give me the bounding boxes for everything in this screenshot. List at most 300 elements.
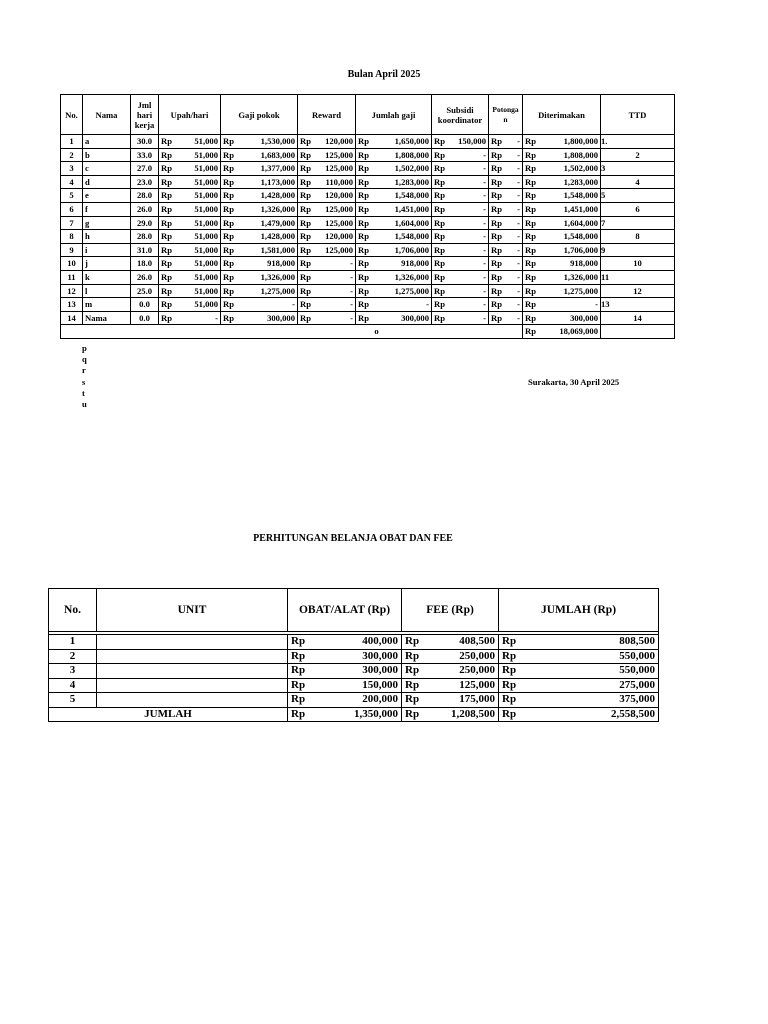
- cell-diterima: [523, 243, 601, 257]
- list-item: u: [82, 399, 87, 410]
- cell-nama: f: [83, 202, 131, 216]
- cell-jumlah-value: 1,326,000: [394, 271, 429, 282]
- cell-upah: [159, 257, 221, 271]
- currency-label: Rp: [223, 149, 234, 160]
- cell-potongan-wrap: [491, 189, 520, 202]
- cell-ttd[interactable]: 11: [601, 270, 675, 284]
- cell-upah: [159, 243, 221, 257]
- currency-label: Rp: [434, 176, 445, 187]
- currency-label: Rp: [525, 299, 536, 310]
- cell-gaji-value: 1,173,000: [260, 176, 295, 187]
- cell-potongan: [489, 311, 523, 325]
- cell-obat-value: 150,000: [362, 678, 398, 691]
- cell-upah: [159, 284, 221, 298]
- currency-label: Rp: [358, 244, 369, 255]
- currency-label: Rp: [358, 203, 369, 214]
- cell-jumlah-value: 1,650,000: [394, 136, 429, 146]
- cell-gaji: [221, 243, 298, 257]
- cell-nama: g: [83, 216, 131, 230]
- cell-upah-wrap: [161, 312, 218, 325]
- cell-fee-value: 125,000: [459, 678, 495, 691]
- currency-label: Rp: [161, 190, 172, 201]
- cell-nama: k: [83, 270, 131, 284]
- cell-diterima-value: 1,706,000: [563, 244, 598, 255]
- cell-diterima-value: 1,808,000: [563, 149, 598, 160]
- header-diterimakan: Diterimakan: [523, 95, 601, 135]
- cell-upah-value: 51,000: [194, 299, 218, 310]
- cell-reward-value: 125,000: [325, 163, 353, 174]
- cell-gaji-value: 1,530,000: [260, 136, 295, 146]
- cell-diterima: [523, 230, 601, 244]
- cell-diterima-wrap: [525, 271, 598, 284]
- table-row: [61, 298, 675, 312]
- currency-label: Rp: [434, 136, 445, 146]
- cell-gaji-value: 1,377,000: [260, 163, 295, 174]
- currency-label: Rp: [525, 312, 536, 323]
- cell-upah-value: 51,000: [194, 190, 218, 201]
- cell-potongan-wrap: [491, 203, 520, 216]
- currency-label: Rp: [525, 231, 536, 242]
- cell-upah: [159, 135, 221, 149]
- cell-fee-wrap: [405, 635, 495, 649]
- cell-reward: [298, 257, 356, 271]
- total-obat-value: 1,350,000: [354, 707, 398, 720]
- table-row: [49, 664, 659, 679]
- cell-ttd[interactable]: 7: [601, 216, 675, 230]
- cell-reward-value: -: [350, 312, 353, 323]
- cell-jumlah-wrap: [358, 203, 429, 216]
- cell-jumlah-value: 1,451,000: [394, 203, 429, 214]
- table-row: [49, 678, 659, 693]
- cell-potongan-value: -: [517, 271, 520, 282]
- cell-diterima-wrap: [525, 298, 598, 311]
- cell-potongan: [489, 298, 523, 312]
- currency-label: Rp: [502, 664, 517, 676]
- cell-potongan-wrap: [491, 176, 520, 189]
- cell-jumlah-wrap: [358, 217, 429, 230]
- cell-nama: a: [83, 135, 131, 149]
- cell-jumlah-wrap: [502, 635, 655, 649]
- currency-label: Rp: [223, 217, 234, 228]
- cell-ttd[interactable]: 6: [601, 202, 675, 216]
- cell-reward-wrap: [300, 312, 353, 325]
- currency-label: Rp: [434, 190, 445, 201]
- currency-label: Rp: [491, 176, 502, 187]
- cell-gaji: [221, 284, 298, 298]
- cell-no: 5: [49, 693, 97, 708]
- cell-jumlah-wrap: [358, 257, 429, 270]
- cell-upah: [159, 148, 221, 162]
- cell-potongan-wrap: [491, 162, 520, 175]
- cell-jumlah-value: 300,000: [401, 312, 429, 323]
- cell-diterima-value: 300,000: [570, 312, 598, 323]
- cell-diterima: [523, 257, 601, 271]
- currency-label: Rp: [491, 244, 502, 255]
- cell-jumlah: [356, 284, 432, 298]
- currency-label: Rp: [291, 678, 306, 691]
- table-row: [49, 635, 659, 650]
- currency-label: Rp: [491, 312, 502, 323]
- cell-jumlah-value: 1,283,000: [394, 176, 429, 187]
- currency-label: Rp: [358, 163, 369, 174]
- currency-label: Rp: [405, 664, 420, 676]
- cell-nama: Nama: [83, 311, 131, 325]
- cell-diterima: [523, 175, 601, 189]
- cell-subsidi: [432, 298, 489, 312]
- cell-potongan-value: -: [517, 231, 520, 242]
- cell-reward: [298, 270, 356, 284]
- cell-ttd[interactable]: 1.: [601, 135, 675, 149]
- cell-potongan: [489, 162, 523, 176]
- cell-gaji-value: 1,326,000: [260, 271, 295, 282]
- cell-fee-value: 408,500: [459, 635, 495, 647]
- cell-ttd[interactable]: 13: [601, 298, 675, 312]
- cell-no: 14: [61, 311, 83, 325]
- belanja-title: PERHITUNGAN BELANJA OBAT DAN FEE: [253, 533, 453, 544]
- cell-reward-value: 125,000: [325, 203, 353, 214]
- cell-potongan-value: -: [517, 163, 520, 174]
- cell-ttd[interactable]: 8: [601, 230, 675, 244]
- cell-hari: 31.0: [131, 243, 159, 257]
- cell-ttd[interactable]: 4: [601, 175, 675, 189]
- cell-subsidi: [432, 175, 489, 189]
- currency-label: Rp: [161, 285, 172, 296]
- currency-label: Rp: [525, 217, 536, 228]
- cell-obat: [288, 649, 402, 664]
- cell-subsidi-value: -: [483, 285, 486, 296]
- cell-subsidi-value: -: [483, 258, 486, 269]
- cell-jumlah-wrap: [358, 135, 429, 148]
- cell-upah-value: 51,000: [194, 149, 218, 160]
- currency-label: Rp: [491, 271, 502, 282]
- currency-label: Rp: [161, 217, 172, 228]
- cell-potongan-value: -: [517, 258, 520, 269]
- cell-jumlah: [356, 202, 432, 216]
- cell-upah-value: 51,000: [194, 203, 218, 214]
- table-row: [61, 270, 675, 284]
- cell-diterima: [523, 216, 601, 230]
- belanja-header-jumlah: JUMLAH (Rp): [499, 589, 659, 632]
- cell-reward: [298, 311, 356, 325]
- cell-ttd[interactable]: 3: [601, 162, 675, 176]
- cell-potongan-value: -: [517, 285, 520, 296]
- cell-hari: 0.0: [131, 298, 159, 312]
- cell-reward-wrap: [300, 217, 353, 230]
- cell-potongan-wrap: [491, 257, 520, 270]
- cell-obat-value: 400,000: [362, 635, 398, 647]
- cell-jumlah: [499, 649, 659, 664]
- cell-reward-value: 120,000: [325, 190, 353, 201]
- cell-reward-value: -: [350, 258, 353, 269]
- belanja-header-no: No.: [49, 589, 97, 632]
- cell-gaji-wrap: [223, 203, 295, 216]
- cell-diterima-value: 1,451,000: [563, 203, 598, 214]
- cell-jumlah-value: 808,500: [619, 635, 655, 647]
- cell-upah: [159, 175, 221, 189]
- cell-jumlah-wrap: [358, 298, 429, 311]
- cell-nama: d: [83, 175, 131, 189]
- cell-gaji-wrap: [223, 257, 295, 270]
- cell-upah: [159, 216, 221, 230]
- currency-label: Rp: [300, 299, 311, 310]
- currency-label: Rp: [405, 649, 420, 662]
- currency-label: Rp: [300, 190, 311, 201]
- cell-diterima-value: 1,800,000: [563, 136, 598, 146]
- cell-no: 4: [61, 175, 83, 189]
- cell-jumlah-wrap: [358, 230, 429, 243]
- cell-gaji: [221, 230, 298, 244]
- cell-diterima: [523, 135, 601, 149]
- cell-diterima: [523, 298, 601, 312]
- cell-jumlah: [499, 693, 659, 708]
- table-row: [61, 284, 675, 298]
- cell-fee-wrap: [405, 664, 495, 678]
- cell-ttd[interactable]: 5: [601, 189, 675, 203]
- cell-upah-wrap: [161, 189, 218, 202]
- currency-label: Rp: [300, 203, 311, 214]
- cell-diterima-wrap: [525, 162, 598, 175]
- cell-no: 2: [61, 148, 83, 162]
- cell-no: 5: [61, 189, 83, 203]
- list-item: s: [82, 376, 86, 387]
- cell-diterima-wrap: [525, 244, 598, 257]
- cell-jumlah: [499, 678, 659, 693]
- cell-diterima-wrap: [525, 217, 598, 230]
- cell-diterima-value: 1,548,000: [563, 231, 598, 242]
- currency-label: Rp: [525, 285, 536, 296]
- cell-potongan: [489, 189, 523, 203]
- currency-label: Rp: [525, 271, 536, 282]
- currency-label: Rp: [223, 312, 234, 323]
- currency-label: Rp: [161, 176, 172, 187]
- payroll-table: [60, 94, 675, 339]
- cell-reward: [298, 148, 356, 162]
- cell-subsidi-wrap: [434, 149, 486, 162]
- cell-upah-value: 51,000: [194, 163, 218, 174]
- cell-fee: [402, 693, 499, 708]
- cell-reward: [298, 216, 356, 230]
- cell-fee: [402, 664, 499, 679]
- cell-diterima-value: 1,548,000: [563, 190, 598, 201]
- cell-ttd[interactable]: 9: [601, 243, 675, 257]
- table-row: [61, 162, 675, 176]
- page-title: Bulan April 2025: [347, 69, 421, 80]
- header-ttd: TTD: [601, 95, 675, 135]
- cell-no: 4: [49, 678, 97, 693]
- table-row: [61, 230, 675, 244]
- cell-hari: 25.0: [131, 284, 159, 298]
- belanja-table: [48, 588, 659, 722]
- cell-subsidi-wrap: [434, 257, 486, 270]
- cell-subsidi-wrap: [434, 135, 486, 148]
- header-gaji-pokok: Gaji pokok: [221, 95, 298, 135]
- currency-label: Rp: [525, 136, 536, 146]
- cell-reward: [298, 202, 356, 216]
- cell-hari: 18.0: [131, 257, 159, 271]
- cell-upah-wrap: [161, 244, 218, 257]
- cell-gaji-wrap: [223, 312, 295, 325]
- currency-label: Rp: [291, 707, 306, 720]
- currency-label: Rp: [300, 149, 311, 160]
- cell-nama: m: [83, 298, 131, 312]
- currency-label: Rp: [358, 258, 369, 269]
- cell-potongan: [489, 135, 523, 149]
- cell-potongan-value: -: [517, 136, 520, 146]
- cell-jumlah: [356, 270, 432, 284]
- cell-fee: [402, 678, 499, 693]
- cell-obat-value: 300,000: [362, 664, 398, 676]
- cell-potongan-wrap: [491, 298, 520, 311]
- cell-potongan-value: -: [517, 190, 520, 201]
- currency-label: Rp: [434, 163, 445, 174]
- belanja-header-obat: OBAT/ALAT (Rp): [288, 589, 402, 632]
- currency-label: Rp: [491, 203, 502, 214]
- cell-hari: 26.0: [131, 202, 159, 216]
- cell-upah-wrap: [161, 230, 218, 243]
- cell-potongan-value: -: [517, 203, 520, 214]
- currency-label: Rp: [358, 149, 369, 160]
- cell-upah-wrap: [161, 257, 218, 270]
- header-jml-hari: Jml hari kerja: [131, 95, 159, 135]
- cell-hari: 33.0: [131, 148, 159, 162]
- cell-reward-wrap: [300, 257, 353, 270]
- cell-ttd[interactable]: 2: [601, 148, 675, 162]
- cell-reward-wrap: [300, 271, 353, 284]
- table-row: [49, 693, 659, 708]
- cell-subsidi-wrap: [434, 244, 486, 257]
- currency-label: Rp: [300, 244, 311, 255]
- cell-jumlah: [356, 298, 432, 312]
- currency-label: Rp: [161, 163, 172, 174]
- currency-label: Rp: [525, 203, 536, 214]
- cell-potongan-wrap: [491, 230, 520, 243]
- payroll-total-row: [61, 325, 675, 339]
- cell-subsidi: [432, 216, 489, 230]
- cell-gaji: [221, 175, 298, 189]
- cell-jumlah: [356, 135, 432, 149]
- cell-hari: 28.0: [131, 230, 159, 244]
- currency-label: Rp: [502, 707, 517, 720]
- cell-subsidi: [432, 230, 489, 244]
- payroll-total-diterima: [523, 325, 601, 339]
- cell-subsidi-wrap: [434, 298, 486, 311]
- cell-subsidi: [432, 311, 489, 325]
- cell-diterima-value: 1,326,000: [563, 271, 598, 282]
- cell-ttd[interactable]: 12: [601, 284, 675, 298]
- cell-reward-value: -: [350, 271, 353, 282]
- cell-diterima: [523, 162, 601, 176]
- cell-subsidi-value: -: [483, 299, 486, 310]
- currency-label: Rp: [491, 190, 502, 201]
- currency-label: Rp: [525, 258, 536, 269]
- cell-jumlah-value: 1,502,000: [394, 163, 429, 174]
- cell-subsidi-value: -: [483, 190, 486, 201]
- cell-upah-value: 51,000: [194, 231, 218, 242]
- cell-fee-wrap: [405, 679, 495, 693]
- currency-label: Rp: [161, 258, 172, 269]
- currency-label: Rp: [358, 136, 369, 146]
- cell-jumlah-value: -: [426, 299, 429, 310]
- table-row: [61, 257, 675, 271]
- cell-reward-wrap: [300, 162, 353, 175]
- cell-diterima-wrap: [525, 149, 598, 162]
- cell-subsidi: [432, 162, 489, 176]
- currency-label: Rp: [358, 217, 369, 228]
- currency-label: Rp: [491, 299, 502, 310]
- cell-reward-wrap: [300, 230, 353, 243]
- currency-label: Rp: [223, 163, 234, 174]
- cell-upah-wrap: [161, 271, 218, 284]
- cell-gaji-wrap: [223, 298, 295, 311]
- cell-subsidi: [432, 284, 489, 298]
- cell-gaji-wrap: [223, 189, 295, 202]
- cell-jumlah: [356, 257, 432, 271]
- cell-jumlah: [356, 311, 432, 325]
- cell-jumlah-wrap: [358, 176, 429, 189]
- currency-label: Rp: [300, 271, 311, 282]
- cell-potongan: [489, 216, 523, 230]
- cell-gaji-wrap: [223, 230, 295, 243]
- currency-label: Rp: [223, 244, 234, 255]
- cell-subsidi: [432, 202, 489, 216]
- currency-label: Rp: [300, 312, 311, 323]
- cell-subsidi-value: -: [483, 231, 486, 242]
- cell-upah: [159, 230, 221, 244]
- cell-gaji-value: 1,683,000: [260, 149, 295, 160]
- cell-no: 6: [61, 202, 83, 216]
- currency-label: Rp: [291, 635, 306, 647]
- currency-label: Rp: [161, 203, 172, 214]
- currency-label: Rp: [358, 231, 369, 242]
- cell-gaji: [221, 216, 298, 230]
- cell-subsidi-wrap: [434, 176, 486, 189]
- cell-unit: [97, 678, 288, 693]
- cell-hari: 28.0: [131, 189, 159, 203]
- cell-diterima: [523, 311, 601, 325]
- currency-label: Rp: [358, 271, 369, 282]
- cell-jumlah: [356, 162, 432, 176]
- currency-label: Rp: [300, 136, 311, 146]
- cell-subsidi-value: -: [483, 149, 486, 160]
- cell-subsidi: [432, 148, 489, 162]
- cell-fee-value: 250,000: [459, 664, 495, 676]
- cell-hari: 29.0: [131, 216, 159, 230]
- cell-ttd[interactable]: 14: [601, 311, 675, 325]
- currency-label: Rp: [223, 271, 234, 282]
- cell-upah: [159, 162, 221, 176]
- cell-gaji-value: 1,581,000: [260, 244, 295, 255]
- cell-potongan: [489, 175, 523, 189]
- currency-label: Rp: [161, 231, 172, 242]
- cell-gaji-wrap: [223, 217, 295, 230]
- cell-gaji-wrap: [223, 244, 295, 257]
- cell-diterima-value: 1,604,000: [563, 217, 598, 228]
- currency-label: Rp: [502, 693, 517, 705]
- cell-upah-wrap: [161, 176, 218, 189]
- cell-reward-wrap: [300, 203, 353, 216]
- cell-ttd[interactable]: 10: [601, 257, 675, 271]
- cell-jumlah-value: 1,548,000: [394, 231, 429, 242]
- currency-label: Rp: [223, 299, 234, 310]
- cell-fee: [402, 649, 499, 664]
- cell-gaji-value: 1,428,000: [260, 190, 295, 201]
- cell-jumlah-wrap: [502, 650, 655, 664]
- cell-no: 13: [61, 298, 83, 312]
- cell-upah: [159, 298, 221, 312]
- cell-reward-wrap: [300, 149, 353, 162]
- cell-reward-value: -: [350, 299, 353, 310]
- cell-subsidi: [432, 243, 489, 257]
